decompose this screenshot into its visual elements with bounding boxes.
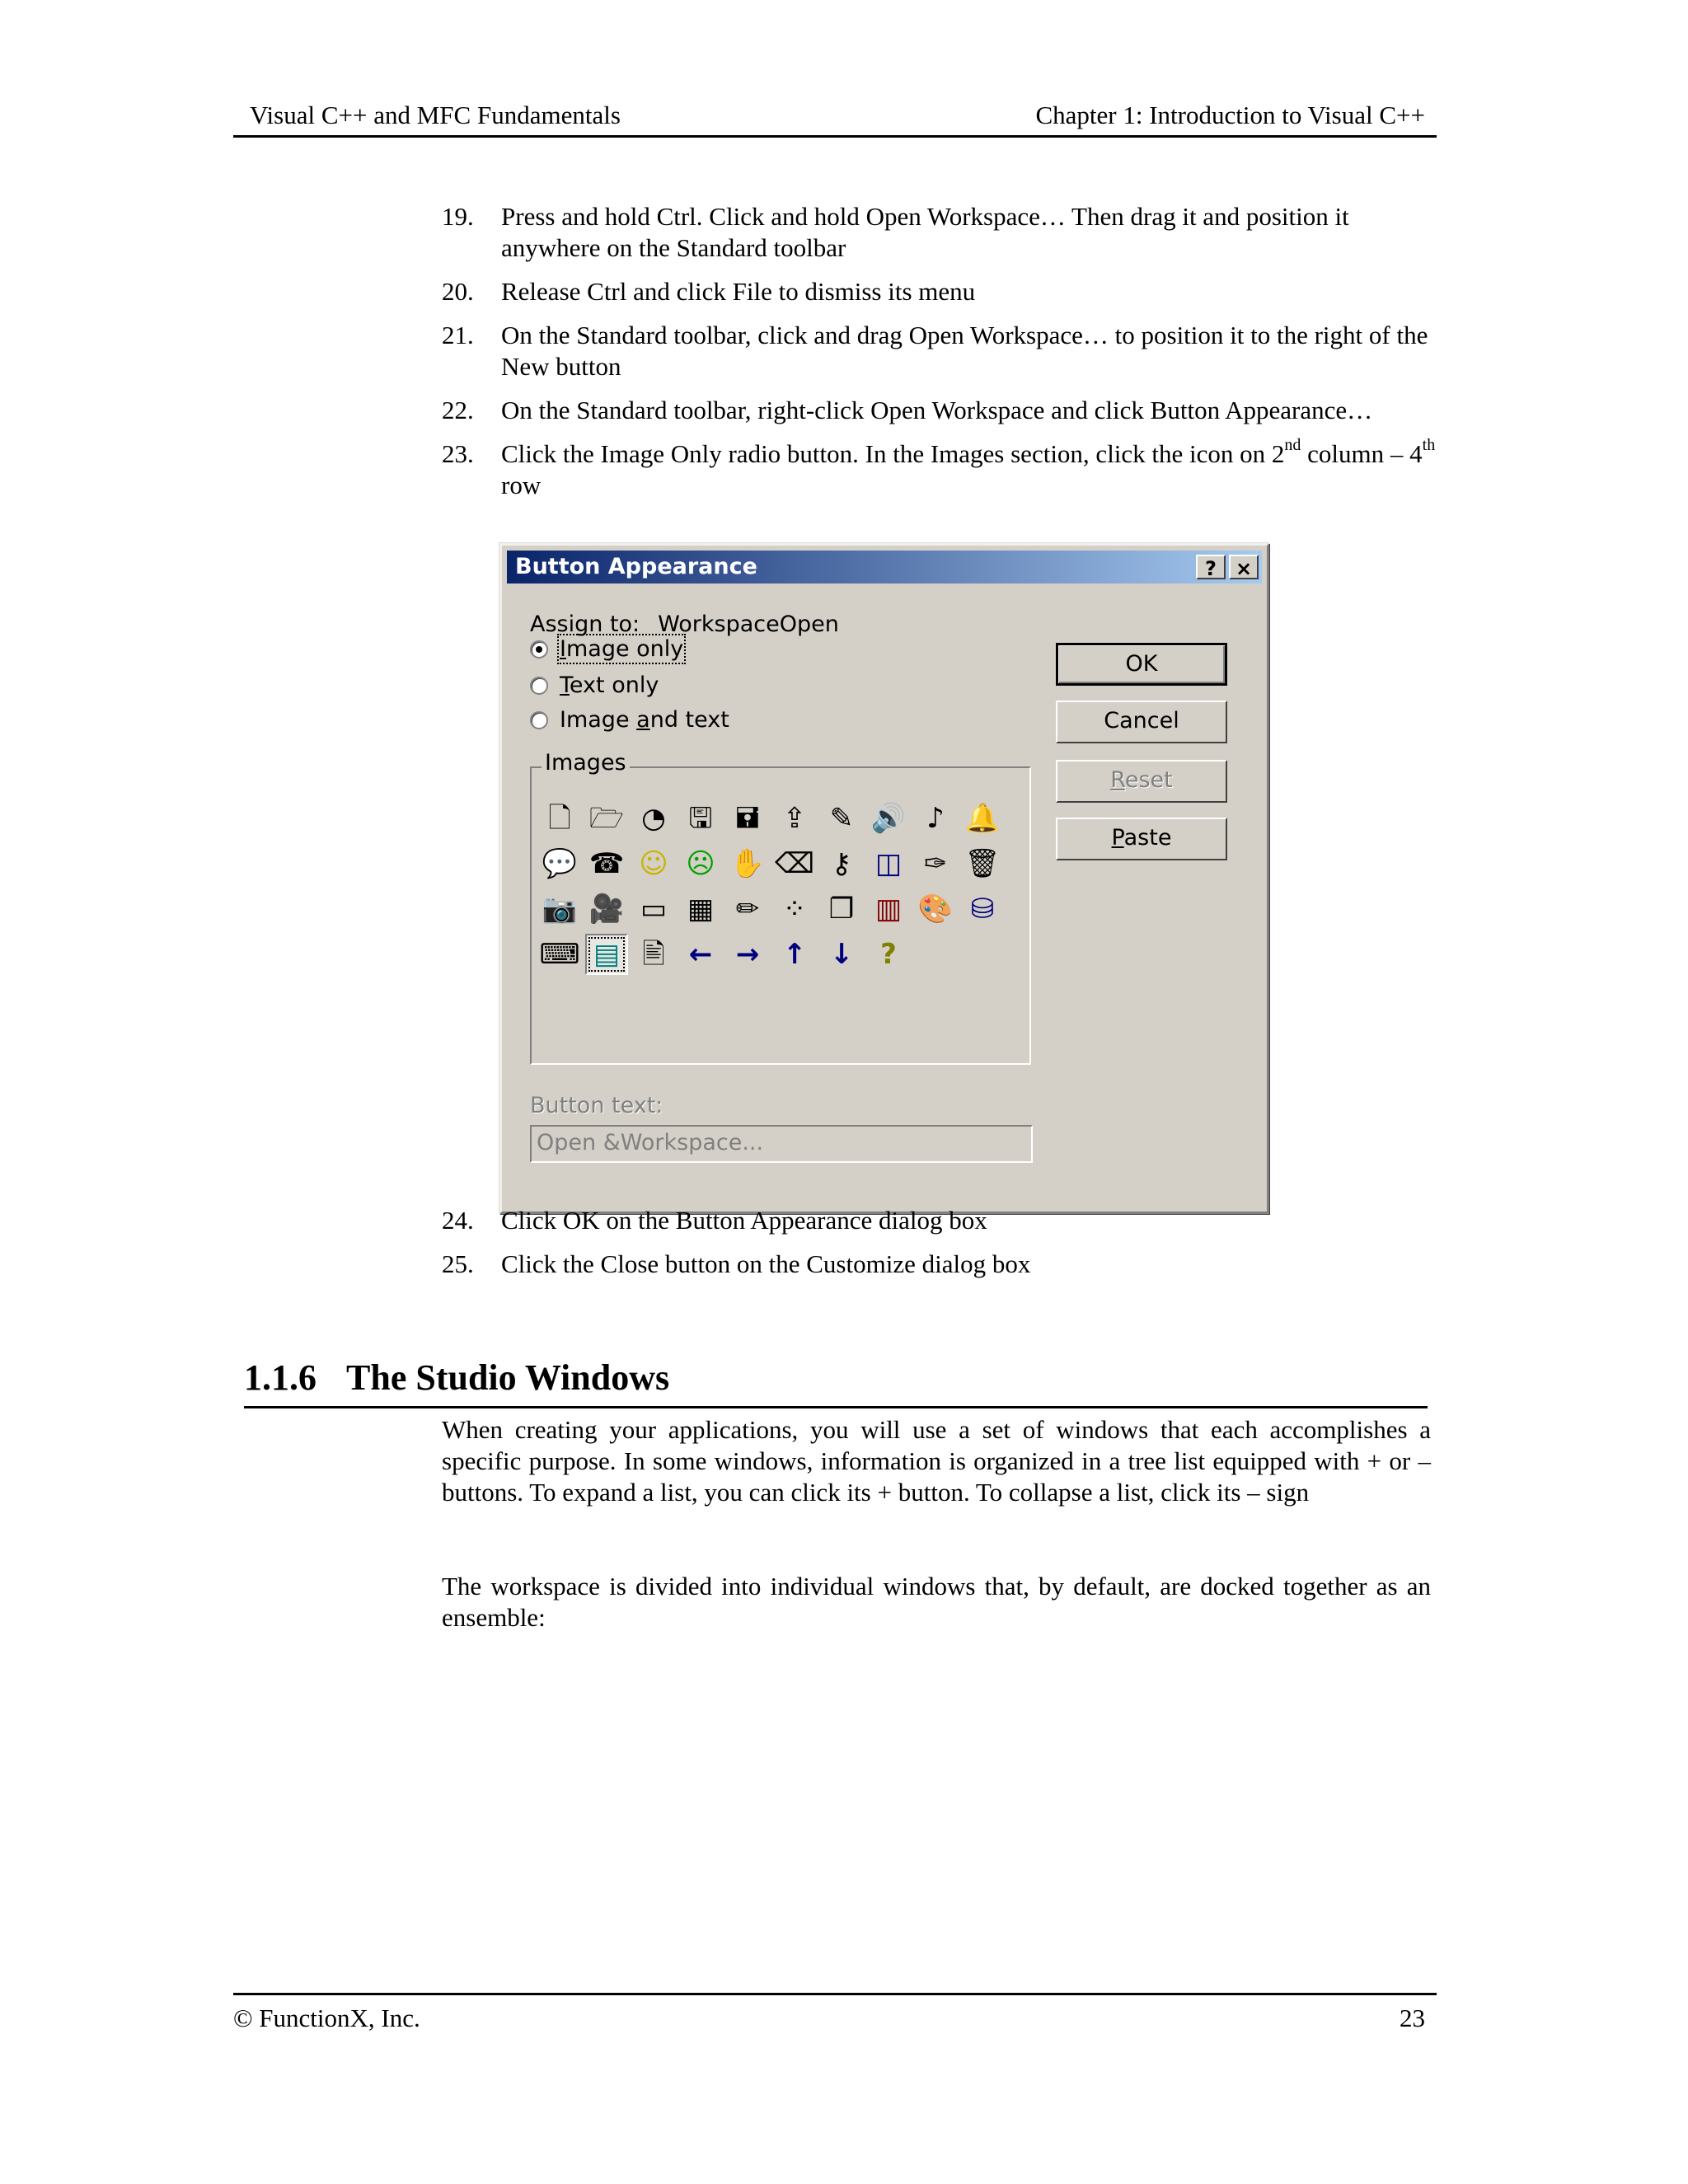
label-part: eset (1124, 767, 1173, 793)
paragraph: When creating your applications, you will use a set of windows that each accomplishes a specific purpose. In some windows, information is organized in a tree list equipped with + or – buttons. To expand a list, you can click its + button. To collapse a list, click its – sign (442, 1415, 1431, 1507)
icon-grid (538, 798, 1008, 979)
key-icon[interactable]: ⚷ (831, 847, 852, 880)
step-text-part: column – 4 (1301, 439, 1423, 468)
paint-bucket-icon[interactable]: ⛁ (970, 893, 995, 926)
radio-option[interactable] (530, 673, 659, 698)
piggy-bank-icon[interactable]: ◔ (641, 802, 666, 835)
radio-option[interactable] (530, 636, 683, 662)
palette-icon[interactable]: 🎨 (917, 893, 954, 926)
list-item (442, 1249, 1447, 1280)
step-text: On the Standard toolbar, click and drag Open Workspace… to position it to the right of the New button (501, 321, 1428, 381)
list-item (442, 201, 1447, 264)
copy-icon[interactable]: ❐ (828, 893, 855, 926)
ok-button[interactable] (1056, 643, 1227, 686)
happy-face-icon[interactable]: ☺ (639, 847, 668, 880)
step-number: 19. (442, 202, 474, 231)
header-chapter-title: Chapter 1: Introduction to Visual C++ (1035, 101, 1425, 129)
dialog-title: Button Appearance (515, 554, 757, 579)
step-text: Release Ctrl and click File to dismiss its menu (501, 277, 976, 306)
section-number: 1.1.6 (244, 1357, 316, 1398)
accelerator-key: P (1111, 825, 1124, 851)
pencil-icon[interactable]: ✏ (735, 893, 760, 926)
label-part: OK (1125, 651, 1158, 677)
paste-button[interactable] (1056, 818, 1227, 860)
button-appearance-dialog (499, 543, 1269, 1214)
assign-to-value: WorkspaceOpen (658, 612, 839, 637)
help-button[interactable]: ? (1196, 555, 1226, 579)
step-number: 24. (442, 1206, 474, 1235)
label-part: mage only (565, 636, 684, 662)
sad-face-icon[interactable]: ☹ (686, 847, 715, 880)
label-part: Cancel (1104, 708, 1179, 733)
workspace-open-icon[interactable]: ▤ (585, 934, 628, 975)
calculator-icon[interactable]: ▦ (687, 893, 715, 926)
steps-list-b (442, 1205, 1447, 1292)
arrow-down-icon[interactable]: ↓ (829, 938, 854, 971)
eyedropper-icon[interactable]: ✎ (829, 802, 854, 835)
hand-icon[interactable]: ✋ (729, 847, 766, 880)
step-text: Click OK on the Button Appearance dialog box (501, 1206, 987, 1235)
arrow-up-icon[interactable]: ↑ (782, 938, 807, 971)
paragraph: The workspace is divided into individual windows that, by default, are docked together as an ensemble: (442, 1572, 1431, 1632)
step-number: 20. (442, 277, 474, 306)
step-text: On the Standard toolbar, right-click Open Workspace and click Button Appearance… (501, 396, 1373, 424)
pin-icon[interactable]: ✑ (923, 847, 948, 880)
open-folder-icon[interactable]: 🗁 (588, 802, 625, 835)
ordinal-suffix: nd (1284, 435, 1301, 454)
ordinal-suffix: th (1422, 435, 1436, 454)
radio-circle[interactable] (530, 677, 548, 695)
accelerator-key: R (1110, 767, 1125, 793)
rectangle-icon[interactable]: ▭ (640, 893, 668, 926)
telephone-icon[interactable]: ☎ (588, 847, 625, 880)
trash-icon[interactable]: 🗑 (964, 847, 1001, 880)
images-group-label: Images (542, 750, 630, 776)
save-up-icon[interactable]: 🖬 (735, 802, 760, 835)
button-text-label: Button text: (530, 1093, 663, 1118)
speaker-icon[interactable]: 🔊 (870, 802, 907, 835)
list-item (442, 435, 1447, 501)
keyboard-icon[interactable]: ⌨ (539, 938, 580, 971)
new-document-icon[interactable]: 🗋 (548, 802, 571, 835)
label-part: ext only (569, 673, 659, 698)
step-number: 25. (442, 1249, 474, 1278)
save-down-icon[interactable]: 🖫 (688, 802, 713, 835)
list-item (442, 320, 1447, 382)
step-text-part: row (501, 471, 542, 499)
assign-to-row (530, 612, 839, 637)
speech-bubble-icon[interactable]: 💬 (542, 847, 578, 880)
film-camera-icon[interactable]: 🎥 (588, 893, 625, 926)
radio-label[interactable] (560, 636, 683, 662)
section-title: The Studio Windows (346, 1357, 670, 1398)
step-text: Click the Close button on the Customize dialog box (501, 1249, 1031, 1278)
edit-document-icon[interactable]: 🖹 (642, 938, 665, 971)
step-number: 23. (442, 439, 474, 468)
radio-label[interactable] (560, 673, 659, 698)
step-text-part: Click the Image Only radio button. In the Images section, click the icon on 2 (501, 439, 1285, 468)
close-button[interactable]: × (1229, 555, 1259, 579)
list-item (442, 1205, 1447, 1236)
footprints-icon[interactable]: ⁘ (782, 893, 807, 926)
reset-button[interactable] (1056, 760, 1227, 803)
steps-list-a (442, 201, 1447, 513)
page-number: 23 (1400, 2004, 1425, 2032)
page-footer (233, 1993, 1437, 2032)
arrow-left-icon[interactable]: ← (688, 938, 713, 971)
accelerator-key: I (560, 636, 566, 662)
question-bulb-icon[interactable]: ? (880, 938, 897, 971)
radio-circle[interactable] (530, 711, 548, 729)
list-item (442, 395, 1447, 426)
section-heading (244, 1352, 1428, 1408)
book-icon[interactable]: ◫ (874, 847, 903, 880)
dialog-title-bar[interactable] (507, 551, 1262, 583)
upload-icon[interactable]: ⇪ (782, 802, 807, 835)
radio-circle[interactable] (530, 640, 548, 658)
arrow-right-icon[interactable]: → (735, 938, 760, 971)
label-part: Image (560, 707, 637, 733)
accelerator-key: a (636, 707, 650, 733)
header-book-title: Visual C++ and MFC Fundamentals (250, 101, 621, 129)
page-header (233, 97, 1437, 138)
list-item (442, 276, 1447, 307)
books-icon[interactable]: ▥ (874, 893, 903, 926)
footer-copyright: © FunctionX, Inc. (233, 2004, 420, 2032)
cancel-button[interactable] (1056, 701, 1227, 743)
eraser-icon[interactable]: ⌫ (774, 847, 815, 880)
assign-to-label: Assign to: (530, 612, 640, 637)
step-text: Press and hold Ctrl. Click and hold Open Workspace… Then drag it and position it anywhere on the Standard toolbar (501, 202, 1349, 262)
label-part: aste (1123, 825, 1172, 851)
step-number: 21. (442, 321, 474, 349)
button-text-field: Open &Workspace... (530, 1125, 1033, 1163)
bell-icon[interactable]: 🔔 (964, 802, 1001, 835)
accelerator-key: T (560, 673, 570, 698)
images-groupbox (530, 750, 1031, 1065)
radio-option[interactable] (530, 707, 729, 733)
label-part: nd text (649, 707, 729, 733)
radio-label[interactable] (560, 707, 729, 733)
camera-icon[interactable]: 📷 (542, 893, 578, 926)
step-number: 22. (442, 396, 474, 424)
music-note-icon[interactable]: ♪ (926, 802, 945, 835)
